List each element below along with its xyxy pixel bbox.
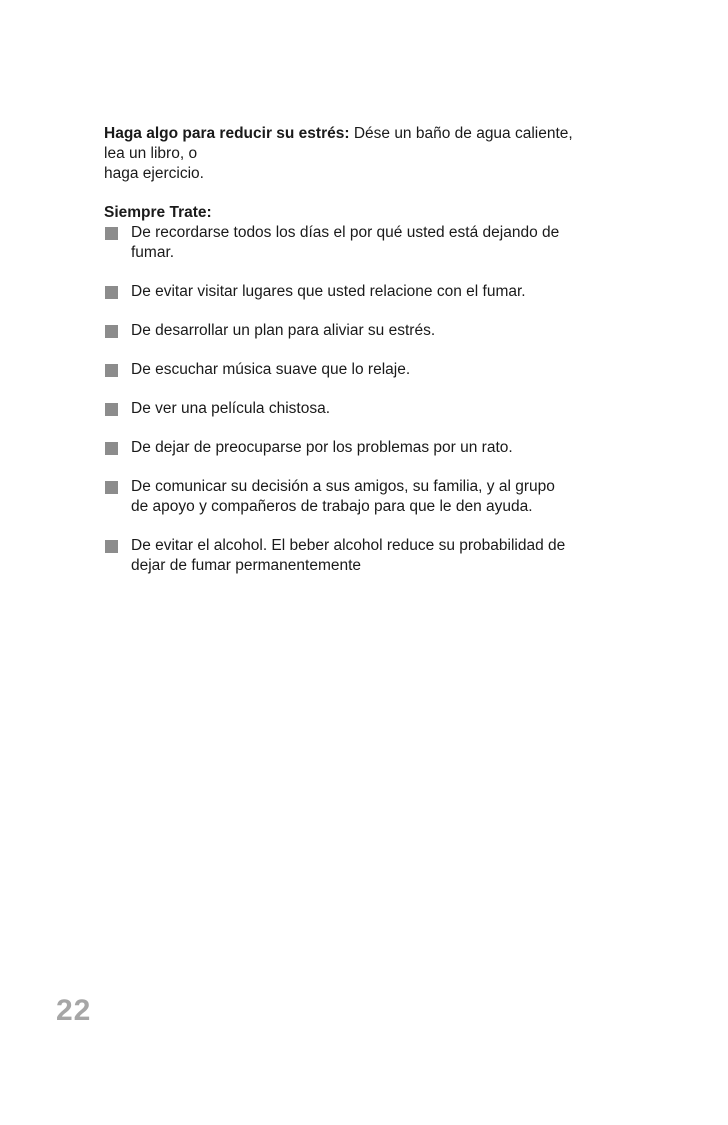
square-bullet-icon xyxy=(105,481,118,494)
list-item-line: De escuchar música suave que lo relaje. xyxy=(131,361,411,378)
list-item xyxy=(104,321,644,341)
intro-lead: Haga algo para reducir su estrés: xyxy=(104,125,350,142)
square-bullet-icon xyxy=(105,286,118,299)
square-bullet-icon xyxy=(105,227,118,240)
intro-line-2: lea un libro, o xyxy=(104,145,198,162)
list-item-line: De comunicar su decisión a sus amigos, su familia, y al grupo xyxy=(131,478,555,495)
intro-line-1 xyxy=(104,124,644,144)
list-item-line: fumar. xyxy=(131,244,175,261)
list-item-line: De recordarse todos los días el por qué usted está dejando de xyxy=(131,224,560,241)
list-item-line: De desarrollar un plan para aliviar su estrés. xyxy=(131,322,436,339)
tips-list xyxy=(104,223,644,576)
list-item xyxy=(104,282,644,302)
square-bullet-icon xyxy=(105,364,118,377)
square-bullet-icon xyxy=(105,540,118,553)
list-item-line: De ver una película chistosa. xyxy=(131,400,331,417)
page-content xyxy=(104,124,644,595)
list-item xyxy=(104,223,644,263)
list-item-line: De evitar el alcohol. El beber alcohol reduce su probabilidad de xyxy=(131,537,566,554)
page-number: 22 xyxy=(56,994,92,1027)
list-item-line: De dejar de preocuparse por los problemas por un rato. xyxy=(131,439,513,456)
intro-line-3: haga ejercicio. xyxy=(104,165,204,182)
list-item-line: De evitar visitar lugares que usted relacione con el fumar. xyxy=(131,283,526,300)
list-item-line: dejar de fumar permanentemente xyxy=(131,557,362,574)
square-bullet-icon xyxy=(105,325,118,338)
square-bullet-icon xyxy=(105,442,118,455)
intro-paragraph xyxy=(104,124,644,184)
square-bullet-icon xyxy=(105,403,118,416)
list-item xyxy=(104,360,644,380)
list-item xyxy=(104,438,644,458)
intro-line-1-rest: Dése un baño de agua caliente, xyxy=(349,125,573,142)
list-item xyxy=(104,477,644,517)
section-heading: Siempre Trate: xyxy=(104,204,212,221)
list-item-line: de apoyo y compañeros de trabajo para que le den ayuda. xyxy=(131,498,533,515)
list-item xyxy=(104,399,644,419)
list-item xyxy=(104,536,644,576)
